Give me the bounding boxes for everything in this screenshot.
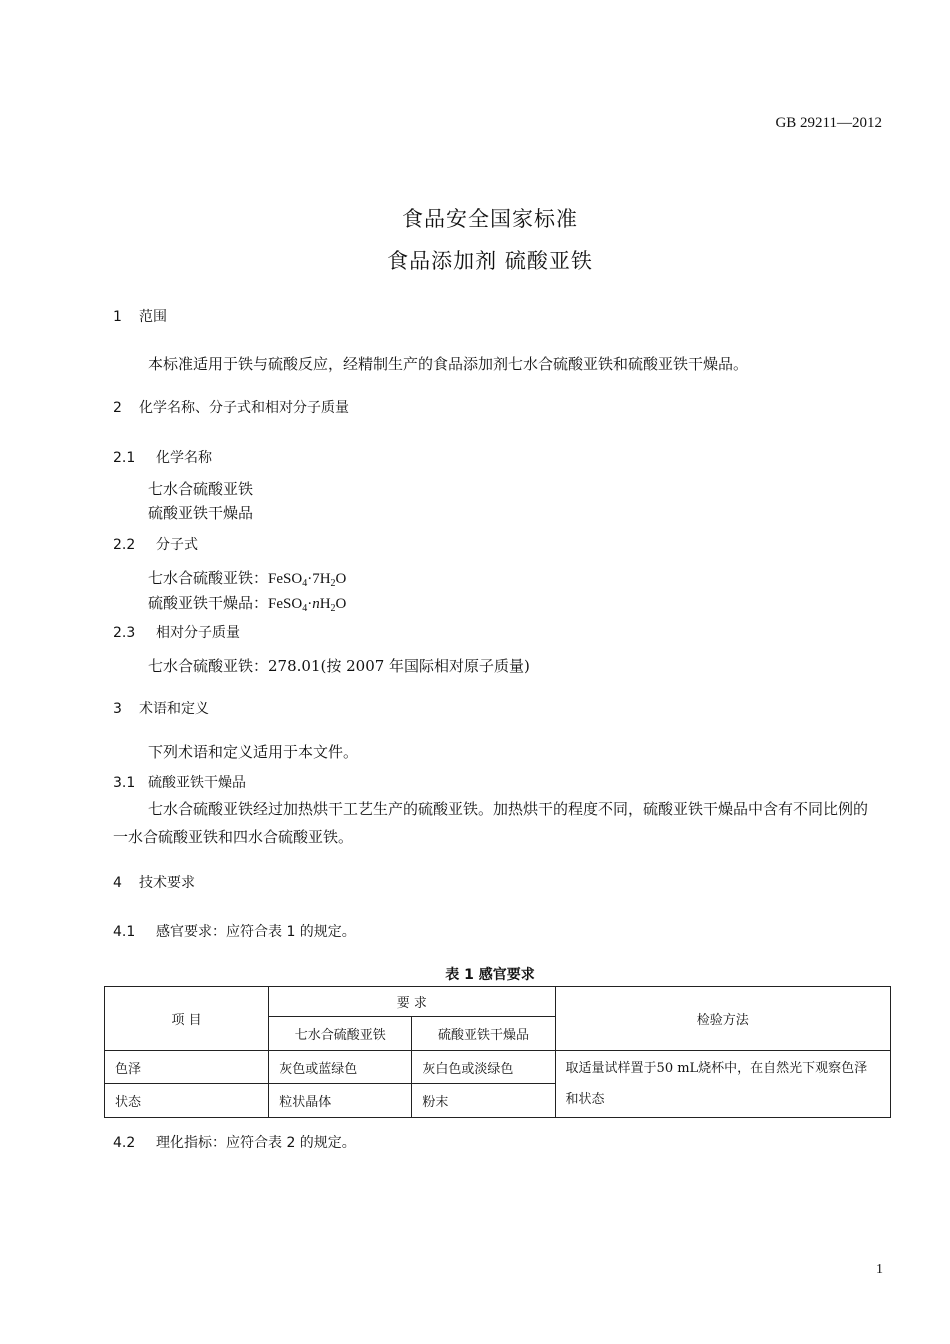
section-number: 2.3: [113, 625, 136, 641]
title-line-1: 食品安全国家标准: [402, 207, 578, 231]
section-2-2-heading: [113, 534, 198, 554]
section-number: 1: [113, 309, 122, 325]
formula-subscript: 4: [302, 603, 308, 614]
section-number: 3.1: [113, 775, 136, 791]
row-value-2: 粉末: [412, 1084, 555, 1118]
section-1-text: 本标准适用于铁与硫酸反应，经精制生产的食品添加剂七水合硫酸亚铁和硫酸亚铁干燥品。: [148, 355, 749, 373]
section-number: 4.2: [113, 1135, 136, 1151]
section-2-3-heading: [113, 622, 240, 642]
formula-part: FeSO: [268, 571, 303, 587]
section-4-heading: [113, 872, 195, 892]
section-title: 化学名称: [156, 450, 212, 466]
section-4-1-heading: [113, 921, 356, 941]
definition-text: 七水合硫酸亚铁经过加热烘干工艺生产的硫酸亚铁。加热烘干的程度不同，硫酸亚铁干燥品中含有不同比例的一水合硫酸亚铁和四水合硫酸亚铁。: [113, 800, 869, 846]
table-1-caption: 表 1 感官要求: [445, 967, 535, 983]
section-title: 分子式: [156, 537, 198, 553]
formula-variable: n: [312, 596, 320, 612]
row-value-1: 粒状晶体: [269, 1084, 412, 1118]
section-number: 4: [113, 875, 122, 891]
row-value-1: 灰色或蓝绿色: [269, 1051, 412, 1084]
section-number: 4.1: [113, 924, 136, 940]
molecular-weight: 七水合硫酸亚铁：278.01(按 2007 年国际相对原子质量): [148, 657, 530, 675]
formula-label: 硫酸亚铁干燥品：: [148, 594, 269, 612]
table-header-row: [105, 987, 891, 1017]
formula-part: O: [335, 571, 347, 587]
section-3-1-heading: [113, 772, 246, 792]
section-title: 感官要求：应符合表 1 的规定。: [156, 924, 356, 940]
section-title: 术语和定义: [139, 701, 209, 717]
header-col-dried: 硫酸亚铁干燥品: [412, 1017, 555, 1051]
chemical-name-2: 硫酸亚铁干燥品: [148, 504, 254, 522]
formula-subscript: 2: [330, 603, 336, 614]
table-row: [105, 1051, 891, 1084]
section-title: 硫酸亚铁干燥品: [148, 775, 246, 791]
formula-part: H: [319, 596, 331, 612]
formula-part: ·7H: [307, 571, 331, 587]
chemical-name-1: 七水合硫酸亚铁: [148, 480, 254, 498]
section-title: 技术要求: [139, 875, 195, 891]
section-title: 化学名称、分子式和相对分子质量: [139, 400, 349, 416]
row-item: 色泽: [105, 1051, 269, 1084]
section-number: 2.1: [113, 450, 136, 466]
section-title: 理化指标：应符合表 2 的规定。: [156, 1135, 356, 1151]
title-line-2: 食品添加剂 硫酸亚铁: [387, 249, 593, 273]
section-1-heading: [113, 306, 167, 326]
formula-part: FeSO: [268, 596, 303, 612]
formula-2: [148, 592, 346, 614]
section-3-text: 下列术语和定义适用于本文件。: [148, 743, 359, 761]
formula-label: 七水合硫酸亚铁：: [148, 569, 269, 587]
page-number: 1: [876, 1262, 883, 1277]
row-value-2: 灰白色或淡绿色: [412, 1051, 555, 1084]
formula-subscript: 2: [330, 578, 336, 589]
section-4-2-heading: [113, 1132, 356, 1152]
formula-1: [148, 567, 346, 589]
section-number: 2.2: [113, 537, 136, 553]
formula-subscript: 4: [302, 578, 308, 589]
header-col-heptahydrate: 七水合硫酸亚铁: [269, 1017, 412, 1051]
header-item: 项 目: [105, 987, 269, 1051]
row-item: 状态: [105, 1084, 269, 1118]
section-2-1-heading: [113, 447, 212, 467]
formula-part: ·: [307, 596, 313, 612]
section-title: 范围: [139, 309, 167, 325]
standard-code: GB 29211—2012: [775, 115, 882, 131]
header-method: 检验方法: [555, 987, 890, 1051]
section-number: 3: [113, 701, 122, 717]
formula-part: O: [335, 596, 347, 612]
section-title: 相对分子质量: [156, 625, 240, 641]
table-1-sensory: [104, 986, 891, 1118]
section-2-heading: [113, 397, 349, 417]
section-number: 2: [113, 400, 122, 416]
header-requirement: 要 求: [269, 987, 555, 1017]
section-3-heading: [113, 698, 209, 718]
row-method: 取适量试样置于50 mL烧杯中，在自然光下观察色泽和状态: [555, 1051, 890, 1118]
